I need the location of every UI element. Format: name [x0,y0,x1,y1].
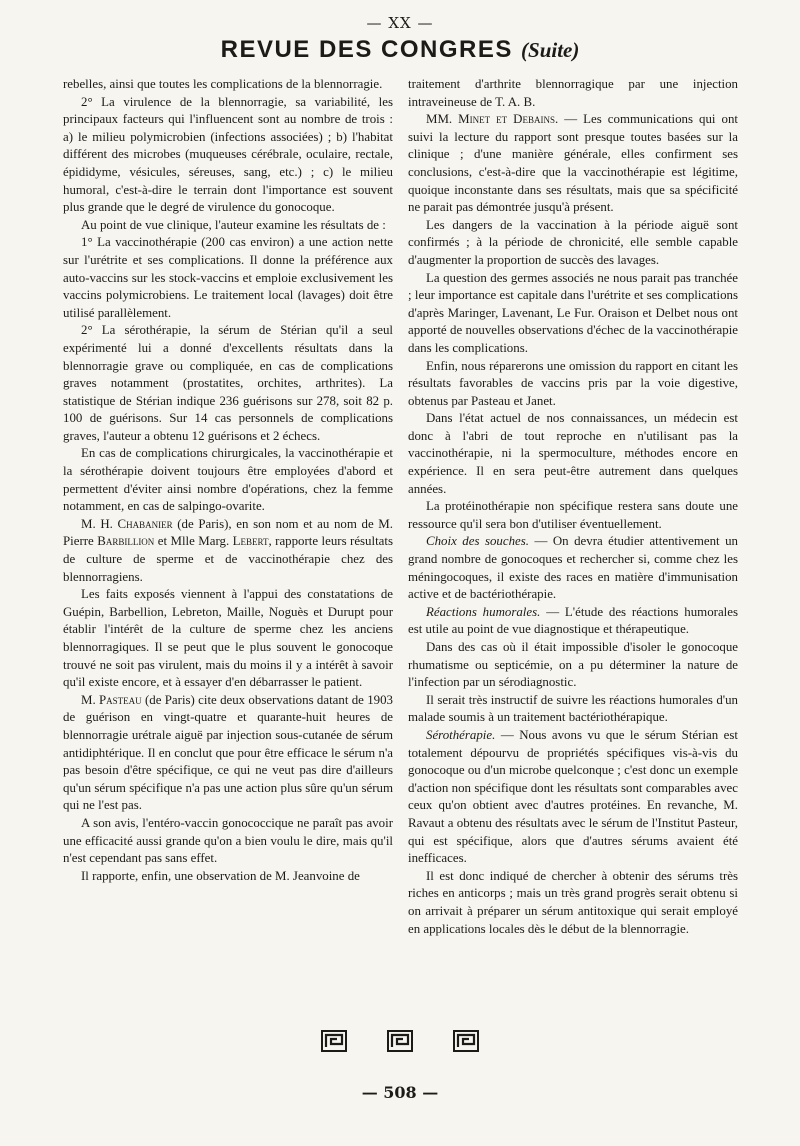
author-names: MM. Minet et Debains. [426,112,559,127]
paragraph: traitement d'arthrite blennorragique par une injection intraveineuse de T. A. B. [408,77,738,109]
paragraph [63,516,393,586]
page-title-suffix: (Suite) [521,38,580,62]
paragraph: 1° La vaccinothérapie (200 cas environ) a une action nette sur l'urétrite et ses complications. Il donne la préférence aux auto-vaccins sur les stock-vaccins et emploie exclusivement les vaccins polymicrobiens. Le traitement local (lavages) doit être utilisé parallèlement. [63,235,393,320]
paragraph: Enfin, nous réparerons une omission du rapport en citant les résultats favorables de vaccins pris par la voie digestive, obtenus par Pasteau et Janet. [408,358,738,408]
text: et Mlle Marg. [154,534,233,549]
text: M. H. [81,516,118,531]
paragraph: rebelles, ainsi que toutes les complications de la blennorragie. [63,77,383,91]
paragraph [63,692,393,815]
page-footer-number: — 508 — [361,1083,439,1102]
left-column [63,76,393,885]
text: de [344,868,360,883]
paragraph: En cas de complications chirurgicales, la vaccinothérapie et la sérothérapie doivent toujours être employées d'abord et permettent d'éviter ainsi nombre d'opérations, chez la femme notamment, en cas de salpingo-ovarite. [63,446,393,514]
text: , rapporte leurs résultats de culture de sperme et de vaccinothérapie chez des blennorragiens. [63,534,393,584]
paragraph: La question des germes associés ne nous parait pas tranchée ; leur importance est capitale dans l'urétrite et ses complications d'après Maringer, Lavenant, Le Fur. Oraison et Delbet nous ont apporté de nouvelles observations d'échec de la vaccinothérapie dans les complications. [408,270,738,355]
spiral-ornament-icon [387,1030,413,1052]
author-name: Pasteau [99,692,142,707]
author-name: Chabanier [117,516,173,531]
paragraph: Il serait très instructif de suivre les réactions humorales d'un malade soumis à un traitement bactériothérapique. [408,692,738,725]
page-header-number: — XX — [366,14,434,32]
text: — On devra étudier attentivement un grand nombre de gonocoques et rechercher si, comme chez les méningocoques, il existe des races en matière d'immunisation active et de bactériothérapie. [408,534,738,602]
paragraph: Dans des cas où il était impossible d'isoler le gonocoque rhumatisme ou septicémie, on a pu déterminer la nature de l'infection par un sérodiagnostic. [408,640,738,690]
section-label: Sérothérapie. [426,727,496,742]
paragraph: La protéinothérapie non spécifique restera sans doute une ressource qu'il sera bon d'utiliser éventuellement. [408,499,738,531]
author-name: Jeanvoine [292,868,345,883]
right-column [408,76,738,938]
paragraph [408,727,738,868]
paragraph: Dans l'état actuel de nos connaissances, un médecin est donc à l'abri de tout reproche en n'utilisant pas la vaccinothérapie, ni la spermoculture, méthodes encore en expérience. Il en sera peut-être autrement dans quelques années. [408,411,738,496]
section-label: Choix des souches. [426,534,529,549]
author-name: Barbillion [97,534,155,549]
text: Il rapporte, enfin, une observation de M. [81,868,293,883]
text: — L'étude des réactions humorales est utile au point de vue diagnostique et thérapeutique. [408,604,738,637]
page-title-text: REVUE DES CONGRES [220,36,513,63]
text: (de Paris), en son nom et au nom de M. Pierre [63,516,393,549]
spiral-ornament-icon [321,1030,347,1052]
text: — Les communications qui ont suivi la lecture du rapport sont presque toutes basées sur la clinique ; d'une manière générale, elles confirment ses conclusions, c'est-à-dire que la vaccinothérapie est légitime, quoique inconstante dans ses résultats, mais que sa spécificité ne parait pas démontrée jusqu'à présent. [408,112,739,215]
paragraph [408,533,738,603]
paragraph: 2° La virulence de la blennorragie, sa variabilité, les principaux facteurs qui l'influencent sont au nombre de trois : a) le milieu polymicrobien (infections associées) ; b) l'habitat différent des microbes (muqueuses cérébrale, oculaire, rectale, épididyme, vésicules, séreuses, sang, etc.) ; c) le milieu humoral, c'est-à-dire le terrain dont l'importance est souvent plus grande que le degré de virulence du gonocoque. [63,94,393,215]
paragraph: 2° La sérothérapie, la sérum de Stérian qu'il a seul expérimenté lui a donné d'excellents résultats dans la blennorragie grave ou compliquée, en cas de complications graves notamment (prostatites, orchites, arthrites). La statistique de Stérian indique 236 guérisons sur 278, soit 82 p. 100 de guérisons. Sur 14 cas personnels de complications graves, l'auteur a obtenu 12 guérisons et 2 échecs. [63,323,393,443]
paragraph: Il est donc indiqué de chercher à obtenir des sérums très riches en anticorps ; mais un très grand progrès serait obtenu si on arrivait à préparer un sérum antitoxique qui serait employé en applications locales dès le début de la blennorragie. [408,868,738,936]
paragraph [63,868,393,886]
page-title [0,36,800,64]
paragraph: Les faits exposés viennent à l'appui des constatations de Guépin, Barbellion, Lebreton, Maille, Noguès et Durupt pour établir l'intérêt de la culture de sperme chez les anciens blennorragiques. Il se peut que le plus souvent le gonocoque trouvé ne soit pas virulent, mais du moins il y a intérêt à savoir qu'il existe encore, et à essayer d'en débarrasser le patient. [63,587,393,690]
section-label: Réactions humorales. [426,604,541,619]
text: (de Paris) cite deux observations datant de 1903 de guérison en vingt-quatre et quarante-huit heures de blennorragie urétrale aiguë par injection sous-cutanée de sérum antidiphtérique. Il en conclut que pour être efficace le sérum n'a pas besoin d'être spécifique, ce qui ne veut pas dire d'ailleurs qu'un sérum spécifique n'a pas une action plus sûre qu'un sérum qui ne l'est pas. [63,692,393,813]
paragraph: Au point de vue clinique, l'auteur examine les résultats de : [81,217,386,232]
paragraph: Les dangers de la vaccination à la période aiguë sont confirmés ; à la période de chronicité, elle semble capable d'augmenter la proportion de succès des lavages. [408,217,738,267]
paragraph [408,111,738,217]
text: — Nous avons vu que le sérum Stérian est totalement dépourvu de propriétés spécifiques vis-à-vis du gonocoque ou d'un microbe quelconque ; c'est donc un exemple d'action non spécifique dont les résultats sont comparables avec ceux qu'on obtient avec d'autres protéines. En revanche, M. Ravaut a obtenu des résultats avec le sérum de l'Institut Pasteur, qui est spécifique, alors que d'autres sérums avaient été inefficaces. [408,727,738,866]
ornament-row [0,1030,800,1052]
paragraph [408,604,738,639]
spiral-ornament-icon [453,1030,479,1052]
text: M. [81,692,99,707]
paragraph: A son avis, l'entéro-vaccin gonococcique ne paraît pas avoir une efficacité aussi grande qu'on a bien voulu le dire, mais qu'il n'est cependant pas sans effet. [63,815,393,866]
author-name: Lebert [232,534,269,549]
